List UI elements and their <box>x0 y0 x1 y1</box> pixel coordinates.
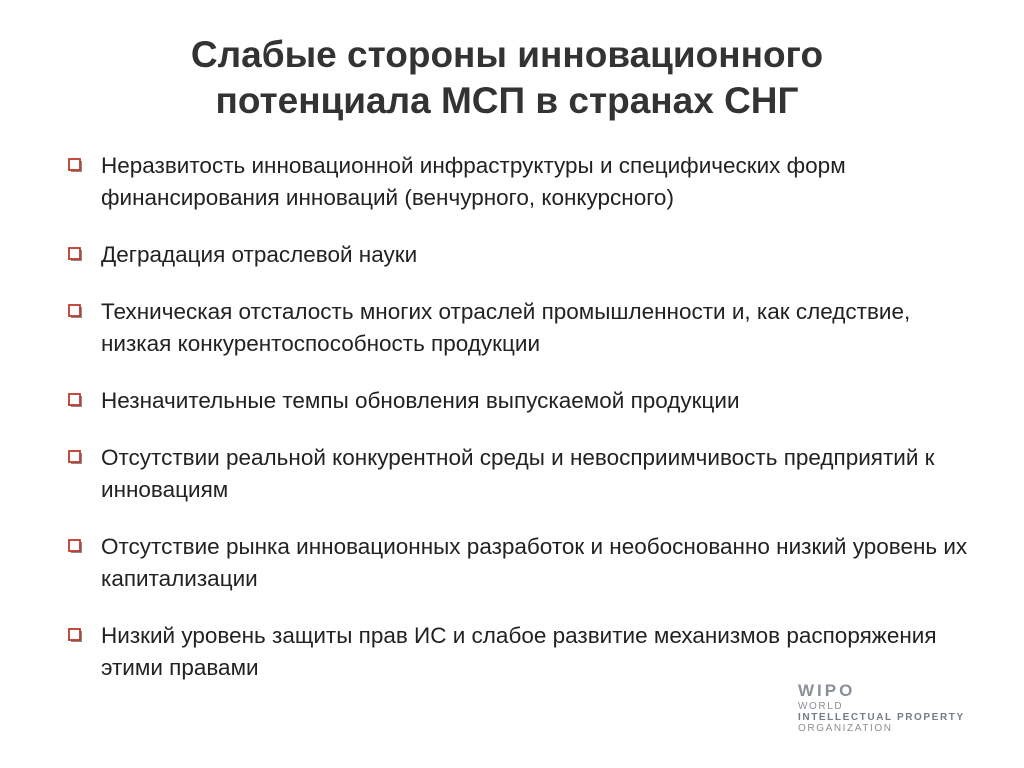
bullet-item <box>66 442 981 506</box>
bullet-text: Отсутствии реальной конкурентной среды и невосприимчивость предприятий к инновациям <box>101 445 935 502</box>
slide-title-line-2: потенциала МСП в странах СНГ <box>215 80 799 121</box>
checkbox-square-icon <box>68 539 83 554</box>
wipo-logo-line-intellectual-property: INTELLECTUAL PROPERTY <box>798 712 965 723</box>
bullet-text: Отсутствие рынка инновационных разработок и необоснованно низкий уровень их капитализации <box>101 534 968 591</box>
wipo-logo <box>798 681 998 737</box>
bullet-text: Незначительные темпы обновления выпускаемой продукции <box>101 388 740 413</box>
bullet-text: Техническая отсталость многих отраслей промышленности и, как следствие, низкая конкурентоспособность продукции <box>101 299 911 356</box>
checkbox-square-icon <box>68 393 83 408</box>
checkbox-square-icon <box>68 450 83 465</box>
checkbox-square-icon <box>68 247 83 262</box>
bullet-item <box>66 531 981 595</box>
wipo-logo-mark: WIPO <box>798 681 856 700</box>
bullet-item <box>66 296 981 360</box>
bullet-text: Низкий уровень защиты прав ИС и слабое развитие механизмов распоряжения этими правами <box>101 623 937 680</box>
bullet-item <box>66 150 981 214</box>
bullet-text: Неразвитость инновационной инфраструктуры и специфических форм финансирования инноваций (венчурного, конкурсного) <box>101 153 846 210</box>
bullet-item <box>66 385 981 417</box>
checkbox-square-icon <box>68 158 83 173</box>
bullet-item <box>66 239 981 271</box>
wipo-logo-line-organization: ORGANIZATION <box>798 723 893 734</box>
bullet-text: Деградация отраслевой науки <box>101 242 418 267</box>
wipo-logo-line-world: WORLD <box>798 701 844 712</box>
checkbox-square-icon <box>68 304 83 319</box>
slide-title-line-1: Слабые стороны инновационного <box>190 34 824 75</box>
bullet-list <box>66 150 981 709</box>
slide-title <box>0 32 1014 124</box>
checkbox-square-icon <box>68 628 83 643</box>
bullet-item <box>66 620 981 684</box>
